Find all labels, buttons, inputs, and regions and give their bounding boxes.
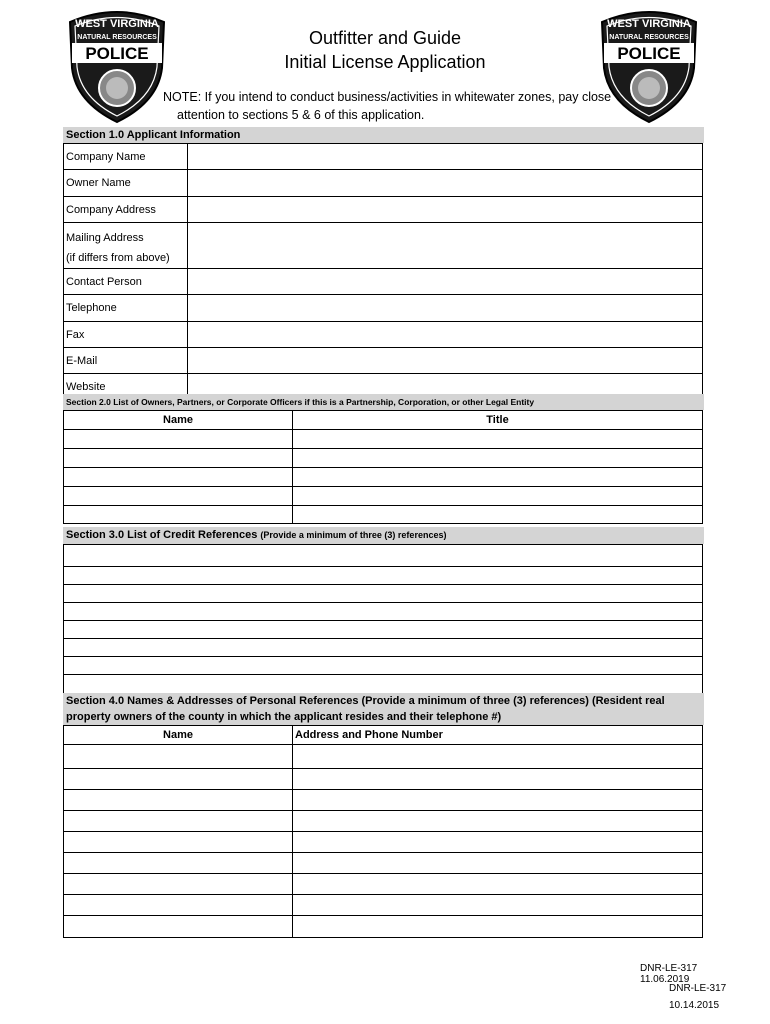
credit-reference-row[interactable]: [64, 639, 703, 657]
telephone-label: Telephone: [64, 295, 188, 322]
reference-name-cell[interactable]: [64, 874, 293, 895]
references-name-header: Name: [64, 726, 293, 745]
owner-title-cell[interactable]: [293, 506, 703, 524]
reference-name-cell[interactable]: [64, 832, 293, 853]
section-2-header: Section 2.0 List of Owners, Partners, or Corporate Officers if this is a Partnership, Corporation, or other Legal Entity: [63, 394, 704, 410]
reference-name-cell[interactable]: [64, 769, 293, 790]
note-line-2: attention to sections 5 & 6 of this application.: [177, 108, 425, 122]
reference-name-cell[interactable]: [64, 811, 293, 832]
svg-text:POLICE: POLICE: [85, 44, 149, 63]
mailing-address-field[interactable]: [188, 223, 703, 269]
credit-reference-row[interactable]: [64, 603, 703, 621]
personal-references-table: [63, 725, 703, 938]
wvdnr-police-badge-left-icon: [62, 6, 172, 124]
owner-name-cell[interactable]: [64, 468, 293, 487]
owner-name-cell[interactable]: [64, 430, 293, 449]
form-number: DNR-LE-317: [640, 963, 698, 974]
credit-references-table: [63, 544, 703, 694]
contact-person-field[interactable]: [188, 269, 703, 295]
company-address-label: Company Address: [64, 197, 188, 223]
company-name-label: Company Name: [64, 144, 188, 170]
reference-address-cell[interactable]: [293, 790, 703, 811]
credit-reference-row[interactable]: [64, 567, 703, 585]
mailing-address-text: Mailing Address: [66, 232, 144, 244]
svg-text:WEST VIRGINIA: WEST VIRGINIA: [75, 18, 159, 30]
reference-address-cell[interactable]: [293, 895, 703, 916]
reference-address-cell[interactable]: [293, 811, 703, 832]
reference-address-cell[interactable]: [293, 745, 703, 769]
applicant-info-table: [63, 143, 703, 400]
owner-name-label: Owner Name: [64, 170, 188, 197]
contact-person-label: Contact Person: [64, 269, 188, 295]
company-name-field[interactable]: [188, 144, 703, 170]
telephone-field[interactable]: [188, 295, 703, 322]
reference-name-cell[interactable]: [64, 853, 293, 874]
whitewater-note: [163, 88, 633, 124]
owner-name-cell[interactable]: [64, 487, 293, 506]
form-date: 11.06.2019: [640, 974, 690, 985]
section-3-title: Section 3.0 List of Credit References: [66, 529, 258, 541]
credit-reference-row[interactable]: [64, 545, 703, 567]
credit-reference-row[interactable]: [64, 657, 703, 675]
svg-text:NATURAL RESOURCES: NATURAL RESOURCES: [77, 34, 157, 41]
form-number-old: DNR-LE-317: [669, 983, 727, 994]
owner-name-cell[interactable]: [64, 449, 293, 468]
section-1-header: Section 1.0 Applicant Information: [63, 127, 704, 143]
form-title: Outfitter and Guide: [308, 28, 462, 48]
reference-name-cell[interactable]: [64, 916, 293, 938]
email-label: E-Mail: [64, 348, 188, 374]
reference-address-cell[interactable]: [293, 916, 703, 938]
reference-address-cell[interactable]: [293, 874, 703, 895]
reference-name-cell[interactable]: [64, 895, 293, 916]
credit-reference-row[interactable]: [64, 585, 703, 603]
owner-title-cell[interactable]: [293, 468, 703, 487]
credit-reference-row[interactable]: [64, 675, 703, 694]
form-subtitle: Initial License Application: [284, 52, 486, 72]
credit-reference-row[interactable]: [64, 621, 703, 639]
owner-title-cell[interactable]: [293, 449, 703, 468]
svg-text:WEST VIRGINIA: WEST VIRGINIA: [607, 18, 691, 30]
owners-title-header: Title: [293, 411, 703, 430]
fax-label: Fax: [64, 322, 188, 348]
reference-address-cell[interactable]: [293, 769, 703, 790]
mailing-address-label: [64, 223, 188, 269]
owner-title-cell[interactable]: [293, 487, 703, 506]
fax-field[interactable]: [188, 322, 703, 348]
section-3-header: [63, 527, 704, 544]
website-label: Website: [64, 374, 188, 400]
reference-address-cell[interactable]: [293, 832, 703, 853]
mailing-address-note: (if differs from above): [66, 252, 170, 264]
owner-name-cell[interactable]: [64, 506, 293, 524]
section-3-subtitle: (Provide a minimum of three (3) references): [260, 530, 447, 540]
note-line-1: NOTE: If you intend to conduct business/activities in whitewater zones, pay close: [163, 90, 612, 104]
section-4-header: Section 4.0 Names & Addresses of Personal References (Provide a minimum of three (3) references) (Resident real property owners of the county in which the applicant resides and their telephone #): [63, 693, 704, 725]
form-date-old: 10.14.2015: [669, 1000, 720, 1011]
reference-address-cell[interactable]: [293, 853, 703, 874]
owners-name-header: Name: [64, 411, 293, 430]
reference-name-cell[interactable]: [64, 790, 293, 811]
svg-text:NATURAL RESOURCES: NATURAL RESOURCES: [609, 34, 689, 41]
company-address-field[interactable]: [188, 197, 703, 223]
owners-table: [63, 410, 703, 524]
email-field[interactable]: [188, 348, 703, 374]
owner-name-field[interactable]: [188, 170, 703, 197]
svg-text:POLICE: POLICE: [617, 44, 681, 63]
reference-name-cell[interactable]: [64, 745, 293, 769]
owner-title-cell[interactable]: [293, 430, 703, 449]
references-address-header: Address and Phone Number: [293, 726, 703, 745]
